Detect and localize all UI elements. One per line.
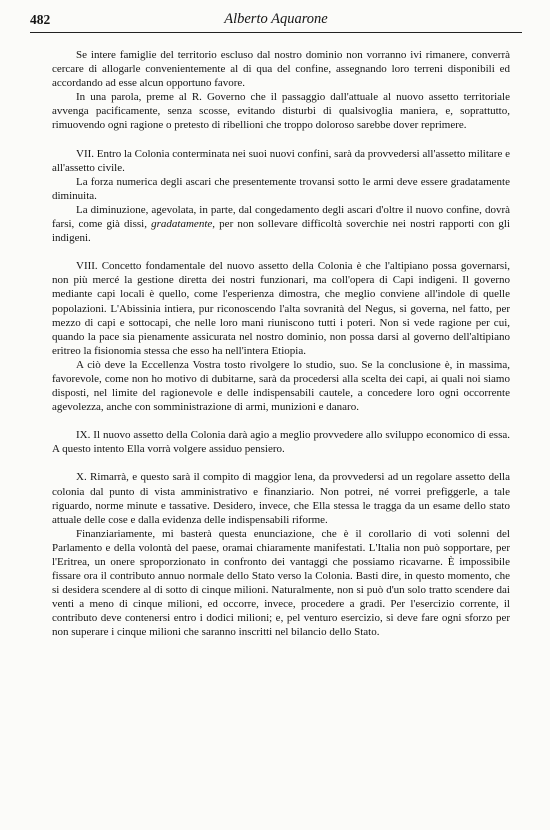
paragraph-choice-of-chiefs: A ciò deve la Eccellenza Vostra tosto rivolgere lo studio, suo. Se la conclusione è, in massima, favorevole, come non ho motivo di dubitarne, sarà da procedersi alla scelta dei capi, ai quali noi siamo disposti, nel limite del ragionevole e delle indispensabili cautele, a concedere loro ogni occorrente agevolezza, anche con somministrazione di armi, munizioni e danaro.: [52, 358, 510, 414]
reduction-text-start: La diminuzione, agevolata, in parte, dal congedamento degli ascari d'oltre il nuovo confine, dovrà farsi, come già dissi,: [52, 203, 510, 231]
page-number: 482: [30, 12, 51, 27]
paragraph-families: Se intere famiglie del territorio escluso dal nostro dominio non vorranno ivi rimanere, converrà cercare di allogarle convenientemente al di qua del confine, assegnando loro terreni disponibili ed accordando ad esse alcun opportuno favore.: [52, 49, 510, 90]
paragraph-finances: Finanziariamente, mi basterà questa enunciazione, che è il corollario di voti solenni del Parlamento e della volontà del paese, oramai chiaramente manifestati. L'Italia non può sopportare, per l'Eritrea, un onere sproporzionato in confronto dei vantaggi che possiamo ricavarne. È impossibile fissare ora il contributo annuo normale dello Stato verso la Colonia. Basti dire, in questo momento, che si desidera scendere al di sotto di cinque milioni. Naturalmente, non si può d'un solo tratto scendere dai venti a meno di cinque milioni, ed occorre, invece, procedere a gradi. Per l'esercizio corrente, il contributo deve contenersi entro i dodici milioni; e, pel venturo esercizio, si deve fare ogni sforzo per non superare i cinque milioni che saranno inscritti nel bilancio dello Stato.: [52, 527, 510, 639]
paragraph-ascari-reduction: [52, 203, 510, 245]
page-header: [30, 10, 522, 33]
reduction-emphasis: gradatamente: [151, 218, 213, 231]
paragraph-territorial-transition: In una parola, preme al R. Governo che il passaggio dall'attuale al nuovo assetto territoriale avvenga pacificamente, senza scosse, evitando disturbi di qualsivoglia maniera, e, soprattutto, rimuovendo ogni ragione o pretesto di ribellioni che troppo doloroso sarebbe dover reprimere.: [52, 91, 510, 132]
reduction-text-end: , per non sollevare difficoltà soverchie nei nostri rapporti con gli indigeni.: [52, 218, 511, 245]
paragraph-ascari-force: La forza numerica degli ascari che presentemente trovansi sotto le armi deve essere gradatamente diminuita.: [52, 175, 510, 202]
page-body: [52, 48, 510, 640]
running-title: Alberto Aquarone: [224, 11, 328, 27]
paragraph-section-x: X. Rimarrà, e questo sarà il compito di maggior lena, da provvedersi ad un regolare assetto della colonia dal punto di vista amministrativo e finanziario. Non potrei, né vorrei prefiggerle, a tale riguardo, norme minute e tassative. Desidero, invece, che Ella stessa le tragga da un esame dello stato attuale delle cose e dalla evidenza delle indispensabili riforme.: [52, 471, 510, 526]
paragraph-section-viii: VIII. Concetto fondamentale del nuovo assetto della Colonia è che l'altipiano possa governarsi, non più mercé la gestione diretta dei nostri funzionari, ma coll'opera di Capi indigeni. Il governo mediante capi locali è quello, come l'esperienza dimostra, che meglio conviene all'indole di quelle popolazioni. L'Abissinia intiera, pur riconoscendo l'alta sovranità del Negus, si governa, nel fatto, per mezzo di capi e sottocapi, che nelle loro mani riuniscono tutti i poteri. Non si vede ragione per cui, quando la pace sia pienamente assicurata nel nostro dominio, non possa darsi al governo dell'altipiano eritreo la fisionomia stessa che esso ha nell'intera Etiopia.: [52, 260, 510, 357]
paragraph-section-ix: IX. Il nuovo assetto della Colonia darà agio a meglio provvedere allo sviluppo economico di essa. A questo intento Ella vorrà volgere assiduo pensiero.: [52, 429, 510, 456]
paragraph-section-vii: VII. Entro la Colonia conterminata nei suoi nuovi confini, sarà da provvedersi all'assetto militare e all'assetto civile.: [52, 147, 510, 174]
